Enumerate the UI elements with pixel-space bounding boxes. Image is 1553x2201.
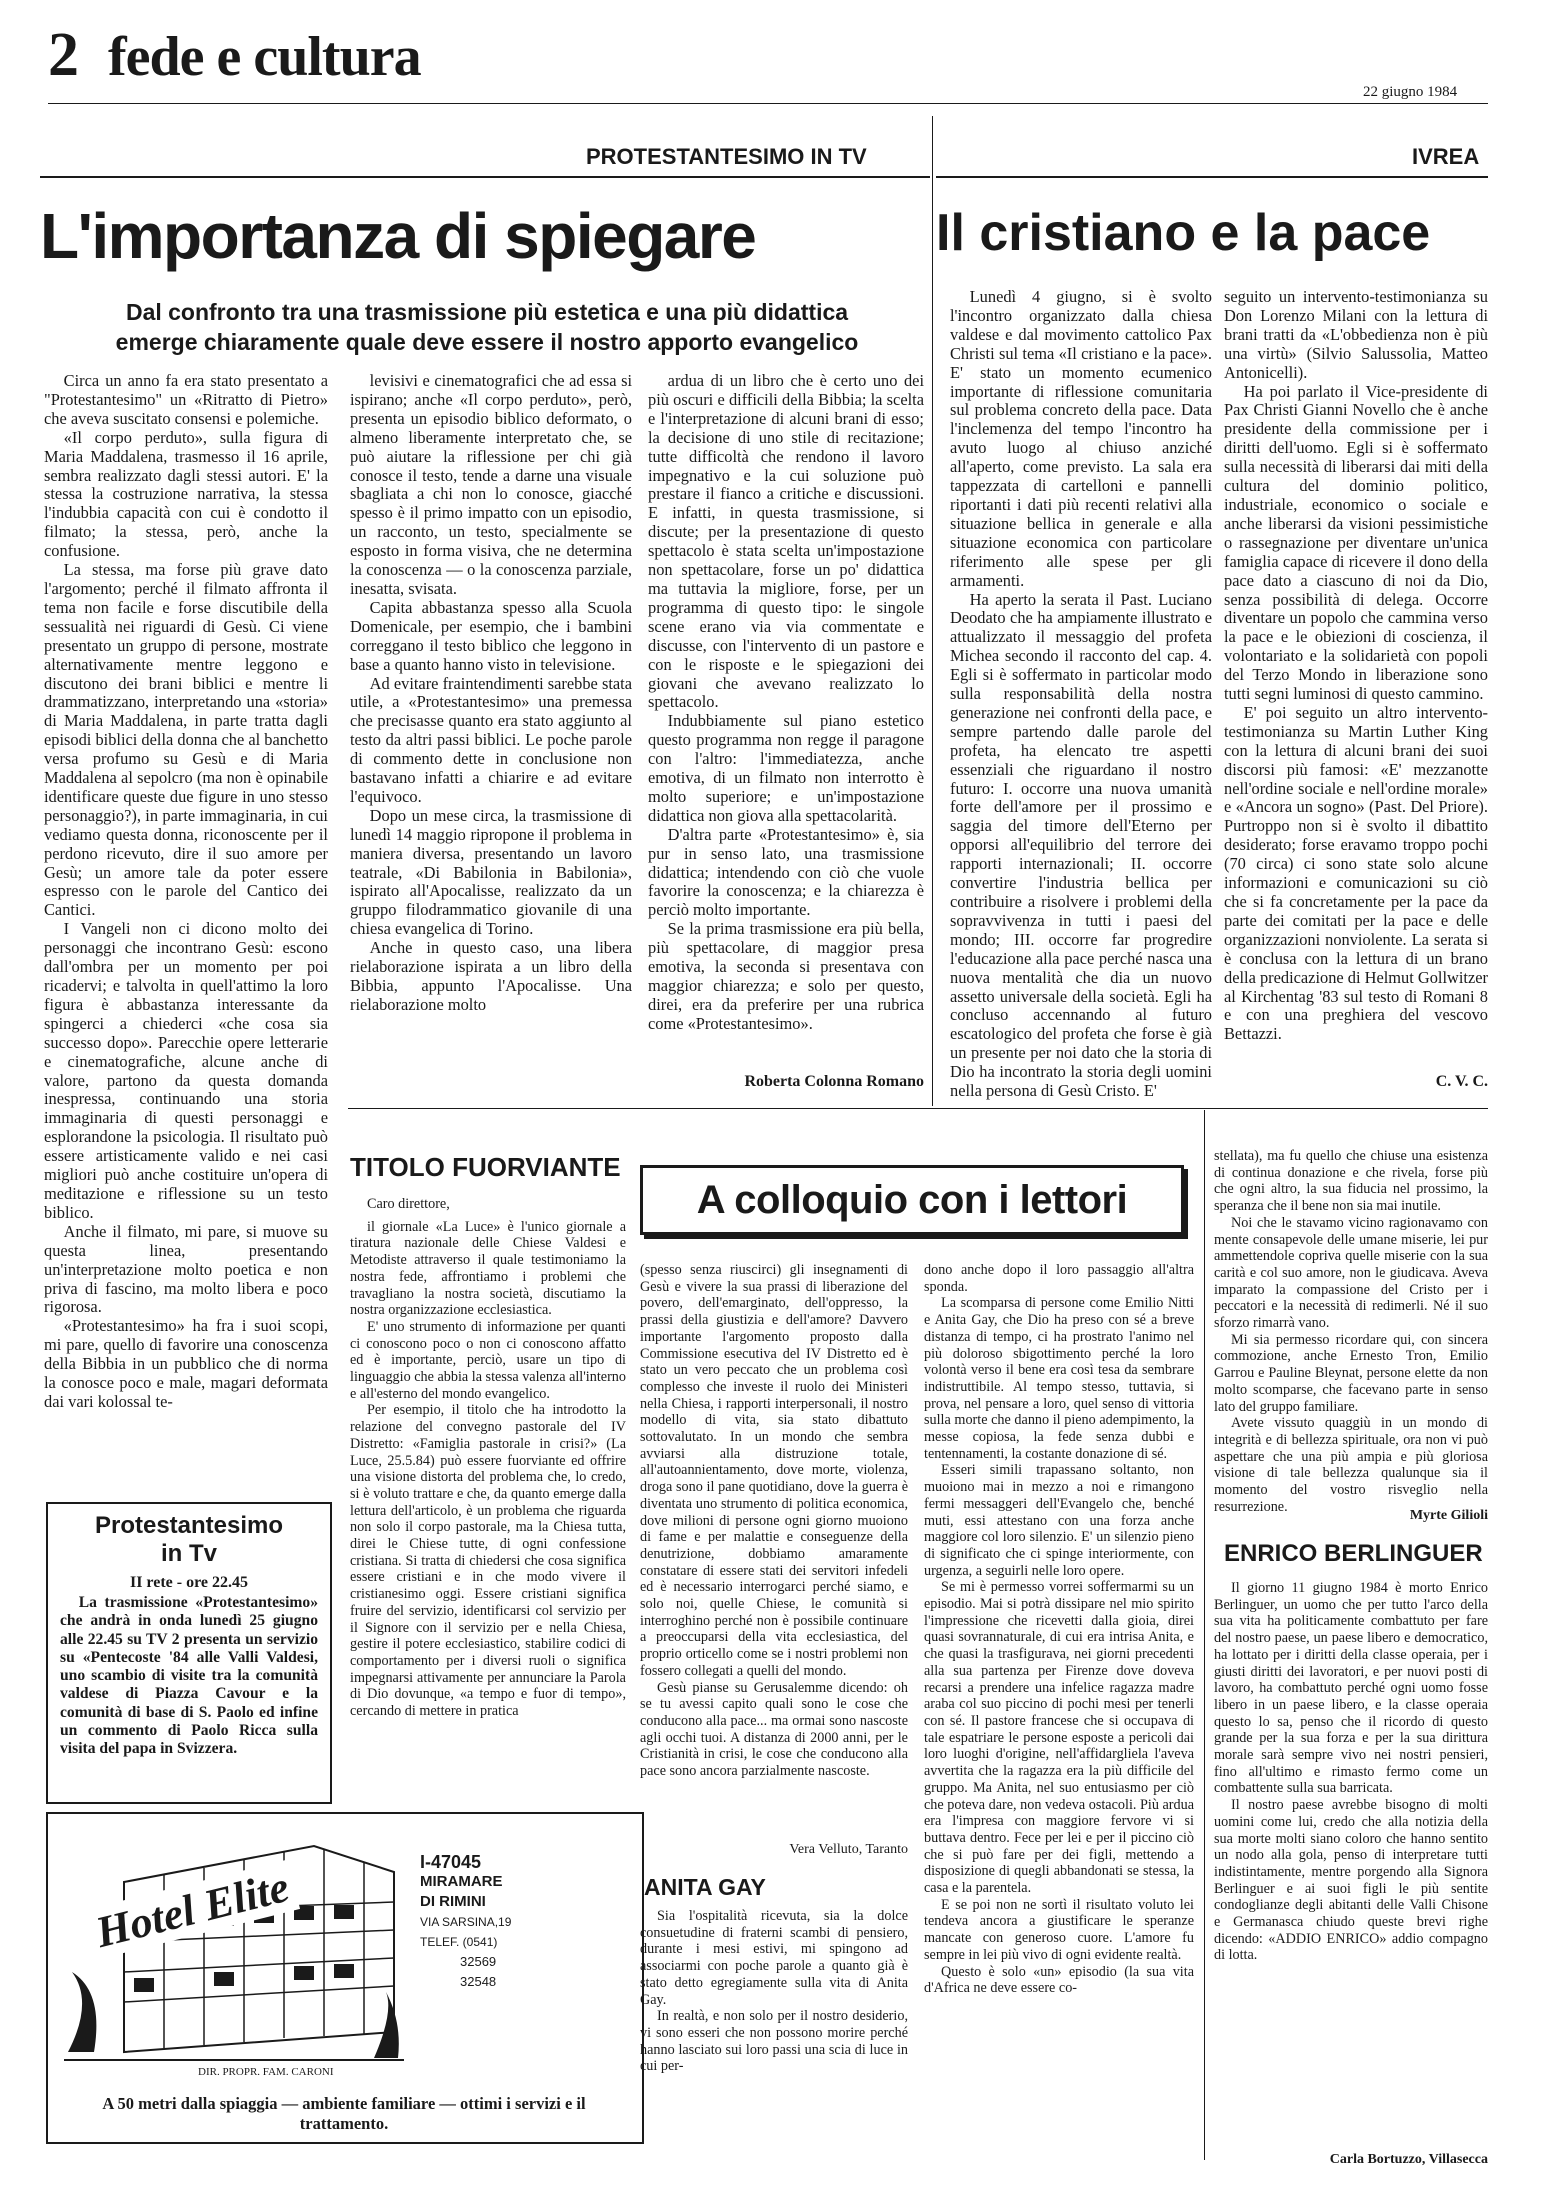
hotel-street: VIA SARSINA,19 [420,1915,512,1929]
paragraph: il giornale «La Luce» è l'unico giornale a tiratura nazionale delle Chiese Valdesi e Metodiste attraverso il quale testimoniamo la nostra fede, affrontiamo i problemi che travagliano la nostra società, discutiamo la nostra organizzazione ecclesiastica. [350,1218,626,1319]
signature-myrte: Myrte Gilioli [1409,1508,1488,1523]
column-rule [1204,1110,1205,2160]
signature-vera: Vera Velluto, Taranto [789,1842,908,1857]
kicker-protestantesimo: PROTESTANTESIMO IN TV [586,144,867,169]
tv-notice-subtitle: II rete - ore 22.45 [129,1574,249,1591]
headline-cristiano-pace: Il cristiano e la pace [936,204,1431,262]
paragraph: Mi sia permesso ricordare qui, con sincera commozione, anche Ernesto Tron, Emilio Garrou e Pauline Bleynat, persone elette da non molto scomparse, che facevano parte in senso lato del gruppo familiare. [1214,1331,1488,1415]
paragraph: Avete vissuto quaggiù in un mondo di integrità e di bellezza spirituale, ora non vi può aspettare che una più ampia e più gloriosa visione di tale bellezza qualunque sia il momento del vostro risveglio nella resurrezione. [1214,1415,1488,1515]
paragraph: Il nostro paese avrebbe bisogno di molti uomini come lui, credo che alla notizia della sua morte molti siano coloro che hanno sentito un nodo alla gola, penso di interpretare tutti indistintamente, mentre porgendo alla Signora Berlinguer e ai suoi figli le più sentite condoglianze degli abitanti delle Valli Chisone e Germanasca chiudo queste brevi righe dicendo: «ADDIO ENRICO» addio compagno di lotta. [1214,1797,1488,1964]
paragraph: Ha poi parlato il Vice-presidente di Pax Christi Gianni Novello che è anche presidente della commissione per i diritti dell'uomo. Egli si è soffermato sulla necessità di liberarsi dai miti della cultura del dominio politico, industriale, economico o sociale e anche liberarsi da visioni pessimistiche o rassegnazione per diventare un'unica famiglia capace di ricevere il dono della pace dato a ciascuno di noi da Dio, senza possibilità di delega. Occorre diventare un popolo che cammina verso la pace e le obiezioni di coscienza, il volontariato e la solidarietà con popoli del Terzo Mondo in liberazione sono tutti segni luminosi di questo cammino. [1224,381,1488,704]
column-rule [932,116,933,1106]
hotel-address [420,1852,511,1992]
paragraph: Se mi è permesso vorrei soffermarmi su un episodio. Mai si potrà dissipare nel mio spirito l'impressione che ricevetti dalla gioia, direi quasi sovrannaturale, di cui era intrisa Anita, e che quasi la trasfigurava, nei giorni precedenti alla sua partenza per Firenze dove doveva recarsi a prendere una infelice ragazza madre araba col suo piccino di pochi mesi per tenerli con sé. Il pastore francese che si occupava di tale espatriare le persone esposte a pericoli dai loro luoghi d'origine, nell'affidargliela l'aveva avvertita che la ragazza era la più difficile del gruppo. Ma Anita, nel suo entusiasmo per ciò che poteva dare, non vedeva ostacoli. Più ardua era l'impresa con maggiore fervore vi si buttava dentro. Fece per lei e per il piccino ciò che si può fare per dei figli, mettendo a disposizione di quegli abbandonati se stessa, la casa e la parentela. [924,1579,1194,1897]
headline-berlinguer: ENRICO BERLINGUER [1224,1540,1483,1567]
paragraph: Gesù pianse su Gerusalemme dicendo: oh se tu avessi capito quali sono le cose che conducono alla pace... ma ormai sono nascoste agli occhi tuoi. A distanza di 2000 anni, per le Cristianità in crisi, le cose che conducono alla pace sono ancora parzialmente nascoste. [640,1679,908,1780]
deck-line-2: emerge chiaramente quale deve essere il nostro apporto evangelico [115,329,859,355]
article-importanza-col2 [350,372,632,1104]
tv-notice-text: La trasmissione «Protestantesimo» che andrà in onda lunedì 25 giugno alle 22.45 su TV 2 presenta un servizio su «Pentecoste '84 alle Valli Valdesi, uno scambio di visite tra la comunità valdese di Piazza Cavour e la comunità di base di S. Paolo ed infine un commento di Paolo Ricca sulla visita del papa in Svizzera. [60,1594,318,1758]
paragraph: La scomparsa di persone come Emilio Nitti e Anita Gay, che Dio ha preso con sé a breve distanza di tempo, ci ha prostrato l'animo nel più doloroso sbigottimento perché la loro volontà verso il bene era così tesa da sembrare indistruttibile. Al tempo stesso, tuttavia, si prova, nel pensare a loro, quel senso di vittoria sulla morte che danno il pieno adempimento, la messe copiosa, la fede senza dubbi e tentennamenti, la costante donazione di sé. [924,1295,1194,1462]
signature-roberta: Roberta Colonna Romano [744,1073,924,1090]
paragraph: Ha aperto la serata il Past. Luciano Deodato che ha ampiamente illustrato e attualizzato il messaggio del profeta Michea secondo il racconto del cap. 4. Egli si è soffermato in particolar modo sulla responsabilità della nostra generazione nei confronti della pace, e sempre partendo dalle parole del profeta, ha elencato tre aspetti essenziali che riguardano il nostro futuro: I. occorre una nuova umanità forte dell'amore per il prossimo e saggia del timore dell'Eterno per opporsi all'equilibrio del terrore dei rapporti internazionali; II. occorre convertire l'industria bellica per contribuire a risolvere i problemi della sopravvivenza in tutti i paesi del mondo; III. occorre far progredire l'educazione alla pace perché nasca una nuova mentalità che dia un nuovo assetto universale della società. Egli ha concluso accennando al futuro escatologico del profeta che forse è già un presente per noi dato che la storia di Dio ha incontrato la storia degli uomini nella persona di Gesù Cristo. E' [950,589,1212,1101]
paragraph: Dopo un mese circa, la trasmissione di lunedì 14 maggio ripropone il problema in maniera diversa, presentando un lavoro teatrale, «Di Babilonia in Babilonia», ispirato all'Apocalisse, realizzato da un gruppo filodrammatico giovanile di una chiesa evangelica di Torino. [350,805,632,939]
paragraph: E se poi non ne sortì il risultato voluto lei tendeva ancora a giustificare le speranze mancate con generoso cuore. L'amore fu sempre in lei più vivo di ogni evidente realtà. [924,1896,1194,1963]
salutation: Caro direttore, [367,1196,450,1212]
issue-date: 22 giugno 1984 [1363,84,1458,100]
hotel-town: MIRAMARE [420,1873,503,1890]
paragraph: seguito un intervento-testimonianza su Don Lorenzo Milani con la lettura di brani tratti da «L'obbedienza non è più una virtù» (Silvio Salussolia, Matteo Antonicelli). [1224,287,1488,382]
article-ivrea-col2 [1224,288,1488,1068]
section-rule [348,1108,1488,1109]
paragraph: Questo è solo «un» episodio (la sua vita d'Africa ne deve essere co- [924,1963,1194,1997]
paragraph: Ad evitare fraintendimenti sarebbe stata utile, a «Protestantesimo» una premessa che precisasse quanto era stato aggiunto al testo da altri passi biblici. Le poche parole di commento dette in conclusione non bastavano infatti a chiarire e ad evitare l'equivoco. [350,673,632,806]
paragraph: E' uno strumento di informazione per quanti ci conoscono poco o non ci conoscono affatto ed è importante, perciò, usare un tipo di linguaggio che abbia la stessa valenza all'interno e all'esterno del mondo evangelico. [350,1318,626,1402]
letter-anita-col-c [1214,1148,1488,1515]
article-importanza-col1 [44,371,329,1411]
page-number: 2 [48,21,79,89]
paragraph: Sia l'ospitalità ricevuta, sia la dolce consuetudine di fraterni scambi di pensiero, durante i mesi estivi, mi spingono ad associarmi con poche parole a quanto già è stato detto egregiamente sulla vita di Anita Gay. [640,1908,908,2008]
tv-notice-title-line2: in Tv [160,1540,217,1567]
paragraph: Esseri simili trapassano soltanto, non muoiono mai in mezzo a noi e rimangono fermi messaggeri dell'Evangelo che, benché muti, essi attestano con una forza anche maggiore col loro silenzio. E' un silenzio pieno di significato che ci spinge interiormente, con urgenza, a seguirli nelle loro opere. [924,1462,1194,1579]
letter-titolo-col2 [640,1262,908,1828]
paragraph: «Il corpo perduto», sulla figura di Maria Maddalena, trasmesso il 16 aprile, sembra realizzato dagli stessi autori. E' la stessa la costruzione narrativa, la stessa l'indubbia capacità con cui è condotto il filmato; la stessa, però, anche la confusione. [44,427,328,561]
paragraph: Indubbiamente sul piano estetico questo programma non regge il paragone con l'altro: l'immediatezza, anche emotiva, di un filmato non interrotto è molto superiore; e un'impostazione didattica non giova alla spettacolarità. [648,711,924,825]
paragraph: Per esempio, il titolo che ha introdotto la relazione del convegno pastorale del IV Distretto: «Famiglia pastorale in crisi?» (La Luce, 25.5.84) può essere fuorviante ed offrire una visione distorta del problema che, lo credo, si è voluto trattare e che, da quanto emerge dalla lettura dell'articolo, è un problema che riguarda non solo il corpo pastorale, ma la Chiesa tutta, direi le Chiese tutte, di ogni confessione cristiana. Si tratta di chiedersi che cosa significa essere cristiani e in che modo vivere il cristianesimo oggi. Essere cristiani significa fruire del servizio, identificarsi col servizio per il Signore con il servizio per e nella Chiesa, gestire il potere ecclesiastico, stabilire codici di comportamento per i diversi ruoli o significa impegnarsi attivamente per annunciare la Parola di Dio dovunque, «a tempo e fuor di tempo», cercando di mettere in pratica [350,1402,626,1720]
paragraph: Anche il filmato, mi pare, si muove su questa linea, presentando un'interpretazione molto poetica e non priva di fascino, ma molto libera e poco rigorosa. [44,1221,328,1317]
paragraph: Circa un anno fa era stato presentato a "Protestantesimo" un «Ritratto di Pietro» che aveva suscitato consensi e polemiche. [44,371,328,428]
paragraph: dono anche dopo il loro passaggio all'altra sponda. [924,1262,1194,1295]
paragraph: In realtà, e non solo per il nostro desiderio, vi sono esseri che non possono morire perché hanno lasciato sui loro passi una scia di luce in cui per- [640,2008,908,2075]
tv-notice-title [48,1512,330,1568]
paragraph: Anche in questo caso, una libera rielaborazione ispirata a un libro della Bibbia, appunto l'Apocalisse. Una rielaborazione molto [350,938,632,1014]
article-importanza-col3 [648,372,924,1062]
paragraph: I Vangeli non ci dicono molto dei personaggi che incontrano Gesù: escono dall'ombra per un momento per poi ricadervi; e talvolta in quell'attimo la loro figura è abbastanza interessante da spingerci a chiederci «che cosa sia successo dopo». Parecchie opere letterarie e cinematografiche, alcune anche di valore, partono da questa domanda inespressa, continuando una storia immaginaria di questi personaggi e esplorandone la psicologia. Il risultato può essere artisticamente valido e nei casi migliori può anche costituire un'opera di meditazione e riflessione su un testo biblico. [44,919,328,1222]
letter-anita-col-a [640,1908,908,2140]
colloquio-banner-text: A colloquio con i lettori [696,1178,1128,1222]
hotel-phone-1: 32569 [460,1954,497,1969]
kicker-rule-right [936,176,1488,178]
headline-importanza: L'importanza di spiegare [40,200,756,272]
signature-carla: Carla Bortuzzo, Villasecca [1329,2152,1488,2167]
headline-anita-gay: ANITA GAY [644,1874,766,1900]
hotel-ad [46,1812,644,2144]
tv-notice-title-line1: Protestantesimo [94,1512,284,1539]
deck [52,297,922,357]
hotel-postal: I-47045 [420,1852,482,1872]
letter-berlinguer [1214,1580,1488,2146]
signature-cvc: C. V. C. [1435,1073,1488,1090]
deck-line-1: Dal confronto tra una trasmissione più estetica e una più didattica [125,299,849,325]
paragraph: (spesso senza riuscirci) gli insegnamenti di Gesù e vivere la sua prassi di liberazione del povero, dell'emarginato, dell'oppresso, la prassi della giustizia e dell'amore? Davvero importante l'argomento proposto dalla Commissione esecutiva del IV Distretto ed è stato un vero peccato che un problema così complesso che investe il ruolo dei Ministeri nella Chiesa, i rapporti interpersonali, il nostro modello di vita, sia stato dibattuto sottovalutato. In un mondo che sembra avviarsi alla distruzione totale, all'autoannientamento, dove morte, violenza, droga sono il pane quotidiano, dove la guerra è diventata uno strumento di politica economica, dove milioni di persone ogni giorno muoiono di fame e per malattie e conseguenze della denutrizione, dobbiamo amaramente constatare di essere stati dei servitori infedeli ed è necessario interrogarci perché siamo, e solo noi, quelle Chiese, le comunità si interroghino perché non è possibile continuare a preoccuparsi della vita ecclesiastica, del proprio orticello come se i nostri problemi non fossero collegati a quelli del mondo. [640,1262,908,1679]
article-ivrea-col1 [950,288,1212,1100]
paragraph: stellata), ma fu quello che chiuse una esistenza di continua donazione e che rivela, forse più che ogni altro, la sua fiducia nel prossimo, la speranza che il bene non sia mai inutile. [1214,1148,1488,1215]
paragraph: Noi che le stavamo vicino ragionavamo con mente consapevole delle umane miserie, lei pur ammettendole copriva quelle miserie con la sua carità e col suo amore, non le giudicava. Aveva imparato la compassione del Cristo per i peccatori e la necessità di redimerli. Né il suo sforzo rimarrà vano. [1214,1214,1488,1332]
paragraph: Capita abbastanza spesso alla Scuola Domenicale, per esempio, che i bambini correggano il testo biblico che leggono in base a quanto hanno visto in televisione. [350,597,632,674]
hotel-town2: DI RIMINI [420,1893,486,1910]
hotel-name: Hotel Elite [85,1860,300,1960]
hotel-phone-2: 32548 [460,1974,497,1989]
tv-notice-box [46,1502,332,1804]
paragraph: «Protestantesimo» ha fra i suoi scopi, mi pare, quello di favorire una conoscenza della Bibbia in un pubblico che di norma la conosce poco e male, magari deformata dai vari kolossal te- [44,1316,328,1411]
paragraph: Lunedì 4 giugno, si è svolto l'incontro organizzato dalla chiesa valdese e dal movimento cattolico Pax Christi sul tema «Il cristiano e la pace». E' stato un momento ecumenico importante di riflessione comunitaria sul problema concreto della pace. Data l'inclemenza del tempo l'incontro ha avuto luogo al chiuso anziché all'aperto, come previsto. La sala era tappezzata di cartelloni e pannelli riportanti i dati più recenti relativi alla situazione bellica in generale e alla situazione economica con particolare riferimento alle spese per gli armamenti. [950,287,1212,590]
paragraph: La stessa, ma forse più grave dato l'argomento; perché il filmato affronta il tema non facile e forse discutibile della sessualità nei riguardi di Gesù. Ci viene presentato un gruppo di persone, mostrate alternativamente mentre leggono e discutono dei brani biblici e mentre li drammatizzano, interpretando una «storia» di Maria Maddalena, in parte tratta dagli episodi biblici della donna che al banchetto versa profumo su Gesù e di Maria Maddalena al sepolcro (ma non è opinabile identificare queste due figure in uno stesso personaggio?), in parte immaginaria, in cui vediamo questa donna, riconoscente per il perdono ricevuto, dire il suo amore per Gesù; un amore tale da poter essere espresso con le parole del Cantico dei Cantici. [44,560,329,920]
paragraph: D'altra parte «Protestantesimo» è, sia pur in senso lato, una trasmissione didattica; intendendo con ciò che vuole favorire la conoscenza; e la chiarezza è perciò molto importante. [648,824,924,920]
paragraph: Se la prima trasmissione era più bella, più spettacolare, di maggior presa emotiva, la seconda si presentava con maggior chiarezza; e solo per questo, direi, era da preferire per una rubrica come «Protestantesimo». [648,919,924,1033]
kicker-ivrea: IVREA [1412,144,1480,169]
hotel-tagline: A 50 metri dalla spiaggia — ambiente familiare — ottimi i servizi e il trattamento. [102,2094,586,2133]
masthead-rule [48,103,1488,104]
letter-anita-col-b [924,1262,1194,2160]
paragraph: ardua di un libro che è certo uno dei più oscuri e difficili della Bibbia; la scelta e l'interpretazione di alcuni brani di esso; la decisione di uno stile di recitazione; tutte difficoltà che rendono il lavoro impegnativo e la cui soluzione può prestare il fianco a critiche e discussioni. E infatti, in questa trasmissione, si discute; per la presentazione di questo spettacolo è stata scelta un'impostazione non spettacolare, forse un po' didattica ma tuttavia la migliore, forse, per un programma di questo tipo: le singole scene erano via via commentate e discusse, con l'intervento di un pastore e con le risposte e le spiegazioni dei giovani che avevano realizzato lo spettacolo. [648,371,924,712]
headline-titolo-fuorviante: TITOLO FUORVIANTE [350,1152,621,1182]
colloquio-banner [640,1165,1184,1235]
paragraph: levisivi e cinematografici che ad essa si ispirano; anche «Il corpo perduto», però, presenta un episodio biblico deformato, o almeno liberamente interpretato che, se può aiutare la riflessione per chi già conosce il testo, tende a darne una visuale sbagliata a chi non lo conosce, giacché spesso è il primo impatto con un episodio, un racconto, un testo, specialmente se esposto in forma visiva, che ne determina la conoscenza — o la conoscenza parziale, inesatta, svisata. [350,371,632,598]
kicker-rule-left [40,176,930,178]
paragraph: E' poi seguito un altro intervento-testimonianza su Martin Luther King con la lettura di alcuni brani dei suoi discorsi più famosi: «E' mezzanotte nell'ordine sociale e nell'ordine morale» e «Ancora un sogno» (Past. Del Priore). Purtroppo non si è svolto il dibattito desiderato; forse eravamo troppo pochi (70 circa) ci sono state solo alcune informazioni e comunicazioni su ciò che si fa concretamente per la pace da parte dei comitati per la pace e delle organizzazioni nonviolente. La serata si è conclusa con la lettura di un brano della predicazione di Helmut Gollwitzer al Kirchentag '83 sul testo di Romani 8 e con una preghiera del vescovo Bettazzi. [1224,702,1488,1044]
hotel-direction: DIR. PROPR. FAM. CARONI [198,2066,334,2078]
hotel-phone-label: TELEF. (0541) [420,1935,498,1949]
section-title: fede e cultura [108,26,421,88]
paragraph: Il giorno 11 giugno 1984 è morto Enrico Berlinguer, un uomo che per tutto l'arco della sua vita ha politicamente combattuto per fare del nostro paese, un paese libero e democratico, ha lottato per i diritti della classe operaia, per i giusti diritti dei lavoratori, e per nuovi posti di lavoro, ha combattuto perché ogni uomo fosse libero in un paese libero, e la classe operaia questo lo sa, penso che il ricordo di questo grande per la sua forza e per la sua dirittura morale sarà sempre vivo nei nostri pensieri, fino all'ultimo e rimasto fermo come un combattente sulla sua barricata. [1214,1580,1488,1797]
